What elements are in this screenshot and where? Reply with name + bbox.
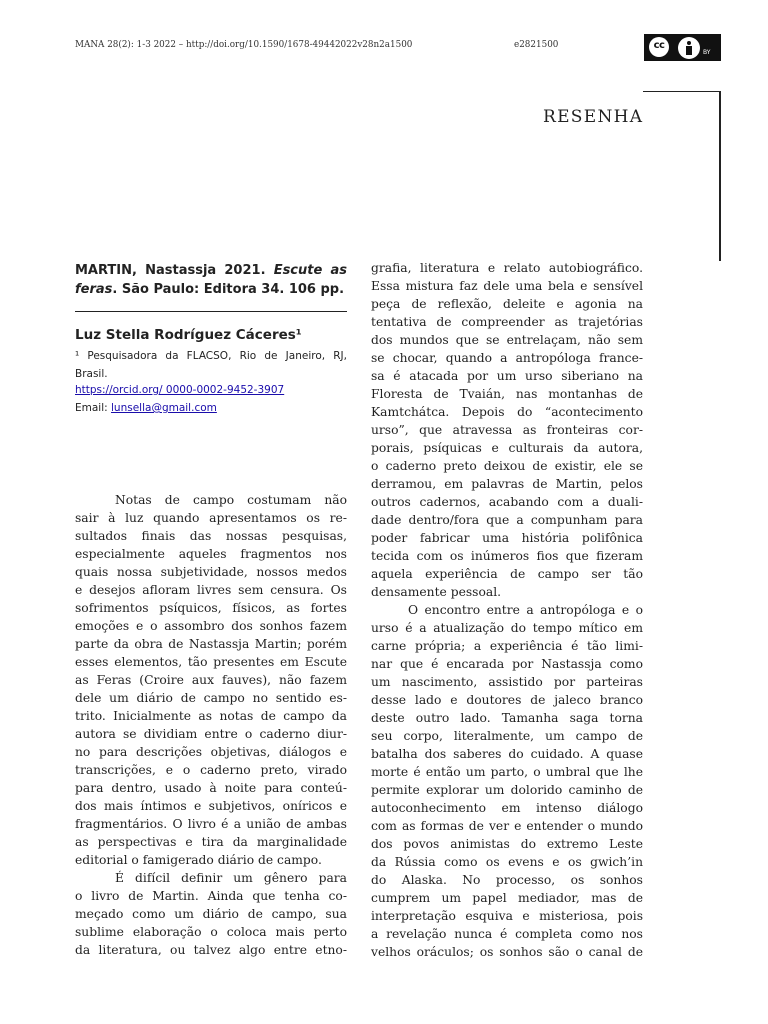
text-line: quais nossa subjetividade, nossos medos bbox=[75, 565, 347, 579]
text-line: emoções e o assombro dos sonhos fazem bbox=[75, 619, 347, 633]
section-frame-right bbox=[719, 91, 721, 261]
text-line: velhos oráculos; os sonhos são o canal de bbox=[371, 945, 643, 959]
text-line: meçado como um diário de campo, sua bbox=[75, 907, 347, 921]
text-line: sair à luz quando apresentamos os re- bbox=[75, 511, 347, 525]
text-line: do Alaska. No processo, os sonhos bbox=[371, 873, 643, 887]
text-line: grafia, literatura e relato autobiográfico. bbox=[371, 261, 643, 275]
email-link[interactable]: lunsella@gmail.com bbox=[111, 402, 217, 414]
text-line: O encontro entre a antropóloga e o bbox=[408, 603, 643, 617]
text-line: o caderno preto deixou de existir, ele se bbox=[371, 459, 643, 473]
text-line: sa é atacada por um urso siberiano na bbox=[371, 369, 643, 383]
article-id: e2821500 bbox=[514, 40, 559, 50]
text-line: editorial o famigerado diário de campo. bbox=[75, 853, 322, 867]
text-line: Floresta de Tvaián, nas montanhas de bbox=[371, 387, 643, 401]
text-line: outros cadernos, acabando com a duali- bbox=[371, 495, 643, 509]
text-line: se chocar, quando a antropóloga france- bbox=[371, 351, 643, 365]
text-line: sultados finais das nossas pesquisas, bbox=[75, 529, 347, 543]
text-line: dos mais íntimos e subjetivos, oníricos e bbox=[75, 799, 347, 813]
text-line: um nascimento, assistido por parteiras bbox=[371, 675, 643, 689]
text-line: deste outro lado. Tamanha saga torna bbox=[371, 711, 643, 725]
text-line: É difícil definir um gênero para bbox=[115, 871, 347, 885]
body-right-column bbox=[371, 259, 643, 961]
text-line: Notas de campo costumam não bbox=[115, 493, 347, 507]
cc-icon: cc bbox=[649, 37, 669, 57]
author-name: Luz Stella Rodríguez Cáceres¹ bbox=[75, 327, 302, 343]
text-line: transcrições, e o caderno preto, virado bbox=[75, 763, 347, 777]
text-line: poder fabricar uma história polifônica bbox=[371, 531, 643, 545]
text-line: da literatura, ou talvez algo entre etno- bbox=[75, 943, 347, 957]
divider bbox=[75, 311, 347, 312]
citation-line: MANA 28(2): 1-3 2022 – http://doi.org/10.1590/1678-49442022v28n2a1500 bbox=[75, 40, 413, 50]
text-line: sofrimentos psíquicos, físicos, as fortes bbox=[75, 601, 347, 615]
text-line: urso é a atualização do tempo mítico em bbox=[371, 621, 643, 635]
text-line: batalha dos saberes do cuidado. A quase bbox=[371, 747, 643, 761]
text-line: da Rússia como os evens e os gwich’in bbox=[371, 855, 643, 869]
text-line: interpretação esquiva e misteriosa, pois bbox=[371, 909, 643, 923]
text-line: peça de reflexão, deleite e agonia na bbox=[371, 297, 643, 311]
text-line: sublime elaboração o coloca mais perto bbox=[75, 925, 347, 939]
text-line: morte é então um parto, o umbral que lhe bbox=[371, 765, 643, 779]
author-affiliation: ¹ Pesquisadora da FLACSO, Rio de Janeiro, RJ, Brasil. bbox=[75, 350, 347, 380]
text-line: desse lado e doutores de jaleco branco bbox=[371, 693, 643, 707]
text-line: as Feras (Croire aux fauves), não fazem bbox=[75, 673, 347, 687]
reference-suffix: . São Paulo: Editora 34. 106 pp. bbox=[112, 282, 345, 297]
email-label: Email: bbox=[75, 402, 112, 414]
text-line: com as formas de ver e entender o mundo bbox=[371, 819, 643, 833]
text-line: seu corpo, literalmente, um campo de bbox=[371, 729, 643, 743]
text-line: dele um diário de campo no sentido es- bbox=[75, 691, 347, 705]
text-line: autoconhecimento em intenso diálogo bbox=[371, 801, 643, 815]
text-line: trito. Inicialmente as notas de campo da bbox=[75, 709, 347, 723]
text-line: fragmentários. O livro é a união de ambas bbox=[75, 817, 347, 831]
reference-prefix: MARTIN, Nastassja 2021. bbox=[75, 263, 274, 278]
book-reference bbox=[75, 261, 347, 299]
section-label: RESENHA bbox=[543, 107, 644, 127]
text-line: as perspectivas e tira da marginalidade bbox=[75, 835, 347, 849]
text-line: no para descrições objetivas, diálogos e bbox=[75, 745, 347, 759]
text-line: dos mundos que se entrelaçam, não sem bbox=[371, 333, 643, 347]
text-line: tecida com os inúmeros fios que fizeram bbox=[371, 549, 643, 563]
text-line: dade dentro/fora que a compunham para bbox=[371, 513, 643, 527]
text-line: especialmente aqueles fragmentos nos bbox=[75, 547, 347, 561]
text-line: cumprem um papel mediador, mas de bbox=[371, 891, 643, 905]
text-line: densamente pessoal. bbox=[371, 585, 502, 599]
section-frame-top bbox=[643, 91, 720, 92]
email-line bbox=[75, 402, 217, 414]
attribution-icon bbox=[678, 37, 700, 59]
text-line: derramou, em palavras de Martin, pelos bbox=[371, 477, 643, 491]
license-by-label: BY bbox=[703, 49, 711, 56]
book-title: Escute as feras bbox=[75, 263, 347, 297]
text-line: porais, psíquicas e culturais da autora, bbox=[371, 441, 643, 455]
text-line: dos povos animistas do extremo Leste bbox=[371, 837, 643, 851]
text-line: a revelação nunca é completa como nos bbox=[371, 927, 643, 941]
body-left-column bbox=[75, 491, 347, 959]
text-line: e desejos afloram livres sem censura. Os bbox=[75, 583, 347, 597]
text-line: esses elementos, tão presentes em Escute bbox=[75, 655, 347, 669]
text-line: parte da obra de Nastassja Martin; porém bbox=[75, 637, 347, 651]
text-line: para dentro, usado à noite para conteú- bbox=[75, 781, 347, 795]
cc-by-license-badge[interactable] bbox=[644, 34, 721, 61]
text-line: carne própria; a experiência é tão limi- bbox=[371, 639, 643, 653]
text-line: aquela experiência de campo ser tão bbox=[371, 567, 643, 581]
text-line: permite explorar um dolorido caminho de bbox=[371, 783, 643, 797]
text-line: autora se dividiam entre o caderno diur- bbox=[75, 727, 347, 741]
orcid-link[interactable]: https://orcid.org/ 0000-0002-9452-3907 bbox=[75, 384, 285, 396]
text-line: nar que é encarada por Nastassja como bbox=[371, 657, 643, 671]
text-line: Essa mistura faz dele uma bela e sensível bbox=[371, 279, 643, 293]
text-line: Kamtchátca. Depois do “acontecimento bbox=[371, 405, 643, 419]
text-line: tentativa de compreender as trajetórias bbox=[371, 315, 643, 329]
text-line: urso”, que atravessa as fronteiras cor- bbox=[371, 423, 643, 437]
text-line: o livro de Martin. Ainda que tenha co- bbox=[75, 889, 347, 903]
